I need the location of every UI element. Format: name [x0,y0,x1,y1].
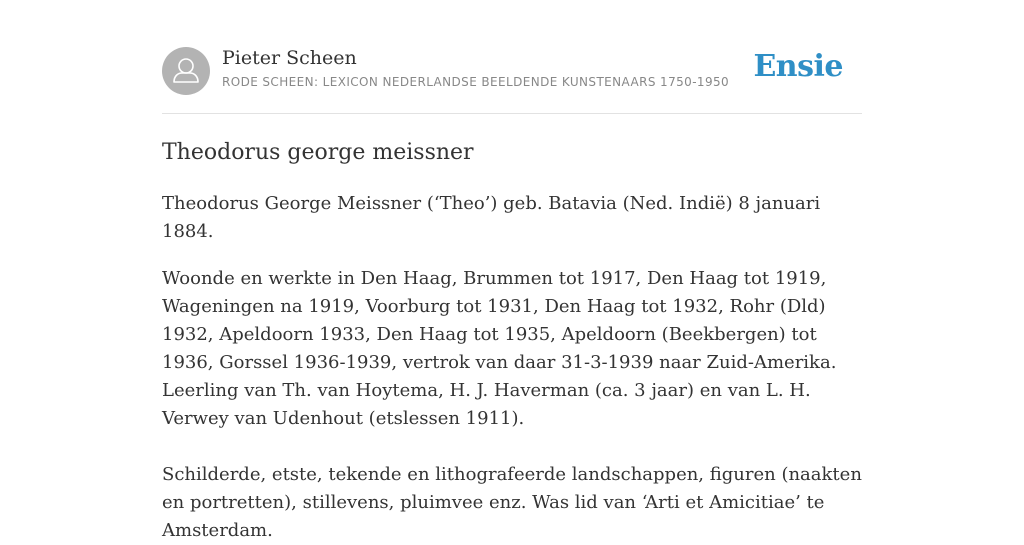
author-source[interactable]: RODE SCHEEN: LEXICON NEDERLANDSE BEELDENDE KUNSTENAARS 1750-1950 [222,75,730,89]
paragraph-work: Schilderde, etste, tekende en lithografeerde landschappen, figuren (naakten en portretten), stillevens, pluimvee enz. Was lid van ‘Arti et Amicitiae’ te Amsterdam. [162,464,862,541]
article-card [162,0,862,541]
author-header [162,47,862,97]
paragraph-intro: Theodorus George Meissner (‘Theo’) geb. Batavia (Ned. Indië) 8 januari 1884. [162,193,821,242]
user-icon [162,47,210,95]
page-title: Theodorus george meissner [162,140,474,165]
brand-logo[interactable]: Ensie [753,49,843,84]
article-body [162,190,862,545]
author-name[interactable]: Pieter Scheen [222,47,357,69]
header-divider [162,113,862,114]
paragraph-biography: Woonde en werkte in Den Haag, Brummen tot 1917, Den Haag tot 1919, Wageningen na 1919, Voorburg tot 1931, Den Haag tot 1932, Rohr (Dld) 1932, Apeldoorn 1933, Den Haag tot 1935, Apeldoorn (Beekbergen) tot 1936, Gorssel 1936-1939, vertrok van daar 31-3-1939 naar Zuid-Amerika. Leerling van Th. van Hoytema, H. J. Haverman (ca. 3 jaar) en van L. H. Verwey van Udenhout (etslessen 1911). [162,268,837,429]
avatar[interactable] [162,47,210,95]
